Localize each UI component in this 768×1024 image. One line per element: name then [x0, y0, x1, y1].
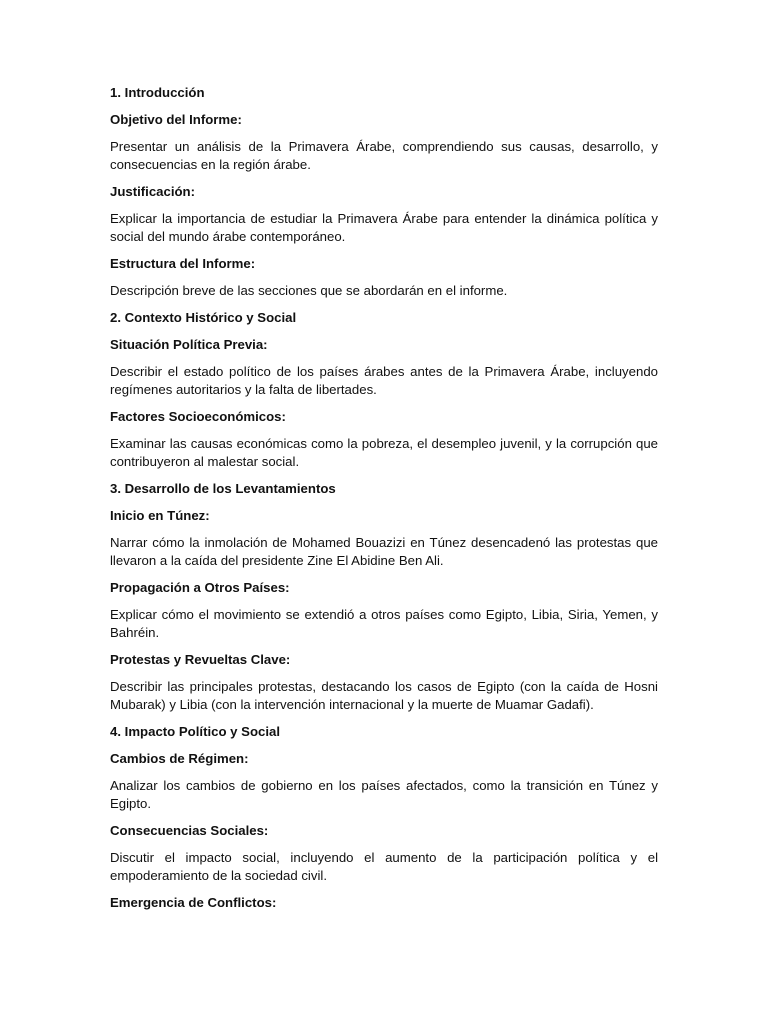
paragraph-justificacion: Explicar la importancia de estudiar la Primavera Árabe para entender la dinámica política y social del mundo árabe contemporáneo.: [110, 211, 658, 244]
subheading-inicio-tunez: Inicio en Túnez:: [110, 508, 210, 523]
paragraph-inicio-tunez: Narrar cómo la inmolación de Mohamed Bouazizi en Túnez desencadenó las protestas que llevaron a la caída del presidente Zine El Abidine Ben Ali.: [110, 535, 658, 568]
subheading-estructura: Estructura del Informe:: [110, 256, 256, 271]
subheading-emergencia: Emergencia de Conflictos:: [110, 895, 277, 910]
paragraph-cambios-regimen: Analizar los cambios de gobierno en los países afectados, como la transición en Túnez y Egipto.: [110, 778, 658, 811]
section-heading-introduccion: 1. Introducción: [110, 85, 205, 100]
paragraph-situacion-politica: Describir el estado político de los países árabes antes de la Primavera Árabe, incluyendo regímenes autoritarios y la falta de libertades.: [110, 364, 658, 397]
paragraph-objetivo: Presentar un análisis de la Primavera Árabe, comprendiendo sus causas, desarrollo, y consecuencias en la región árabe.: [110, 139, 658, 172]
subheading-cambios-regimen: Cambios de Régimen:: [110, 751, 249, 766]
subheading-situacion-politica: Situación Política Previa:: [110, 337, 268, 352]
subheading-factores: Factores Socioeconómicos:: [110, 409, 286, 424]
section-heading-impacto: 4. Impacto Político y Social: [110, 724, 281, 739]
section-heading-contexto: 2. Contexto Histórico y Social: [110, 310, 297, 325]
subheading-protestas: Protestas y Revueltas Clave:: [110, 652, 291, 667]
section-heading-desarrollo: 3. Desarrollo de los Levantamientos: [110, 481, 336, 496]
subheading-propagacion: Propagación a Otros Países:: [110, 580, 290, 595]
paragraph-factores: Examinar las causas económicas como la pobreza, el desempleo juvenil, y la corrupción que contribuyeron al malestar social.: [110, 436, 658, 469]
subheading-objetivo: Objetivo del Informe:: [110, 112, 242, 127]
paragraph-estructura: Descripción breve de las secciones que se abordarán en el informe.: [110, 283, 508, 298]
subheading-consecuencias: Consecuencias Sociales:: [110, 823, 269, 838]
paragraph-consecuencias: Discutir el impacto social, incluyendo el aumento de la participación política y el empoderamiento de la sociedad civil.: [110, 850, 658, 883]
paragraph-protestas: Describir las principales protestas, destacando los casos de Egipto (con la caída de Hosni Mubarak) y Libia (con la intervención internacional y la muerte de Muamar Gadafi).: [110, 679, 658, 712]
subheading-justificacion: Justificación:: [110, 184, 196, 199]
paragraph-propagacion: Explicar cómo el movimiento se extendió a otros países como Egipto, Libia, Siria, Yemen, y Bahréin.: [110, 607, 658, 640]
